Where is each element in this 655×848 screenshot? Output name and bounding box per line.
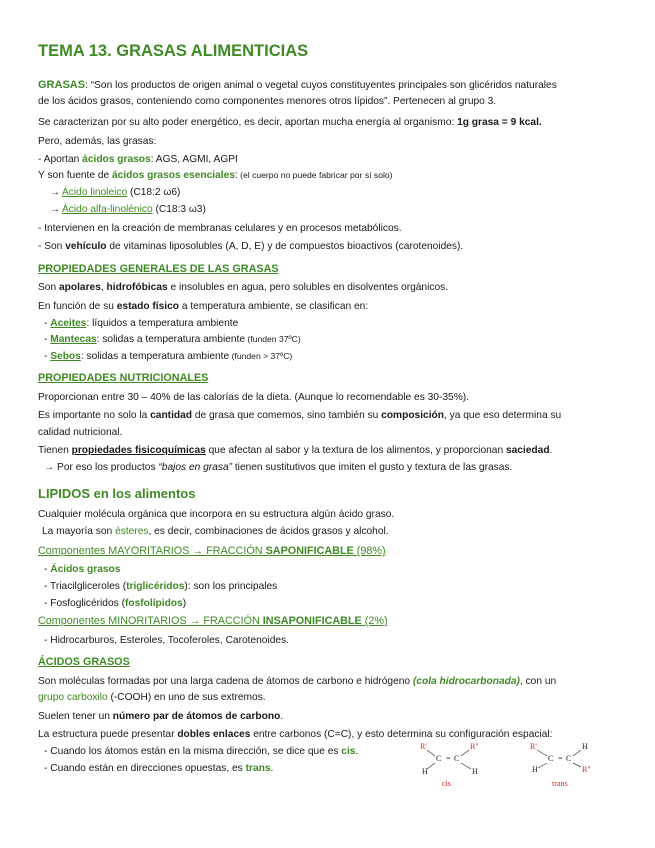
acidos-grasos-term: Ácidos grasos xyxy=(50,564,121,575)
lip-l2-pre: La mayoría son xyxy=(42,526,116,537)
ac-l4-bold: dobles enlaces xyxy=(177,729,251,740)
fuente-line xyxy=(38,169,393,182)
minoritarios-heading xyxy=(38,615,388,628)
grasas-term: GRASAS xyxy=(38,79,86,91)
item-post: ) xyxy=(182,598,187,609)
item-pre: - Fosfoglicéridos ( xyxy=(44,598,125,609)
bond xyxy=(538,763,547,768)
pn-l5-post: tienen sustitutivos que imiten el gusto y textura de las grasas. xyxy=(232,462,513,473)
trans-label: trans xyxy=(552,779,568,788)
acidos-def-line-2 xyxy=(38,691,266,704)
fosfolipidos-term: fosfolípidos xyxy=(124,598,183,609)
may-bold: SAPONIFICABLE xyxy=(265,545,354,557)
list-item xyxy=(44,563,120,576)
pn-l2-pre: Es importante no solo la xyxy=(38,410,151,421)
esteres-term: ésteres xyxy=(115,526,149,537)
cis-term: cis xyxy=(341,746,356,757)
estado-fisico-line xyxy=(38,300,368,313)
cis-post: . xyxy=(355,746,359,757)
definition-text: : “Son los productos de origen animal o vegetal cuyos constituyentes principales son glicéridos naturales xyxy=(85,80,557,91)
cis-r2: R'' xyxy=(470,742,479,751)
heading-propiedades-nutricionales: PROPIEDADES NUTRICIONALES xyxy=(38,372,209,384)
pg-l1-pre: Son xyxy=(38,282,59,293)
arrow-icon: → xyxy=(50,187,61,198)
acidos-def-line-1 xyxy=(38,675,556,688)
ac-l4-pre: La estructura puede presentar xyxy=(38,729,178,740)
definition-line-1 xyxy=(38,79,557,92)
definition-line-2: de los ácidos grasos, conteniendo como componentes menores otros lípidos”. Pertenecen al grupo 3. xyxy=(38,96,497,107)
pn-l5-ital: “bajos en grasa” xyxy=(158,462,233,473)
mantecas-term: Mantecas xyxy=(50,334,97,345)
pn-l2-mid: de grasa que comemos, sino también su xyxy=(192,410,382,421)
ac-l3-pre: Suelen tener un xyxy=(38,711,113,722)
fisicoquimicas-line xyxy=(38,444,552,457)
min-pct: (2%) xyxy=(361,615,388,627)
linoleico-code: (C18:2 ω6) xyxy=(127,187,181,198)
pn-l2-post: , ya que eso determina su xyxy=(444,410,562,421)
type-item-mantecas xyxy=(44,333,301,346)
trans-eq: = xyxy=(558,754,563,763)
may-pre: Componentes MAYORITARIOS → FRACCIÓN xyxy=(38,545,266,557)
minoritarios-item: - Hidrocarburos, Esteroles, Tocoferoles, Carotenoides. xyxy=(44,635,289,646)
pg-l2-bold: estado físico xyxy=(116,301,180,312)
aportan-post: : AGS, AGMI, AGPI xyxy=(150,154,238,165)
pg-l1-sep: , xyxy=(100,282,107,293)
item-pre: - Triacilgliceroles ( xyxy=(44,581,127,592)
bond xyxy=(573,763,581,767)
aceites-term: Aceites xyxy=(50,318,87,329)
pn-l2-b2: composición xyxy=(381,410,444,421)
pn-l4-mid: que afectan al sabor y la textura de los alimentos, y proporcionan xyxy=(205,445,506,456)
bond xyxy=(461,750,469,756)
trans-post: . xyxy=(270,763,274,774)
cis-c1: C xyxy=(436,754,442,763)
pg-l1-post: e insolubles en agua, pero solubles en disolventes orgánicos. xyxy=(167,282,449,293)
vehicle-line xyxy=(38,240,463,253)
min-pre: Componentes MINORITARIOS → FRACCIÓN xyxy=(38,615,263,627)
mantecas-desc: : solidas a temperatura ambiente xyxy=(96,334,246,345)
dash: - xyxy=(44,318,51,329)
item-pre: - xyxy=(44,564,51,575)
bond xyxy=(427,763,435,769)
cis-h2: H xyxy=(472,767,478,776)
trans-c1: C xyxy=(548,754,554,763)
ac-l4-post: entre carbonos (C=C), y esto determina su configuración espacial: xyxy=(250,729,553,740)
pg-l2-pre: En función de su xyxy=(38,301,117,312)
cis-c2: C xyxy=(454,754,460,763)
type-item-sebos xyxy=(44,350,292,363)
cis-r1: R' xyxy=(420,742,427,751)
type-item-aceites xyxy=(44,317,238,330)
cis-line xyxy=(44,745,358,758)
trigliceridos-term: triglicéridos xyxy=(126,581,185,592)
pg-l1-b1: apolares xyxy=(58,282,101,293)
cis-pre: - Cuando los átomos están en la misma dirección, se dice que es xyxy=(44,746,342,757)
ac-l1-post: , con un xyxy=(519,676,557,687)
cis-h1: H xyxy=(422,767,428,776)
min-bold: INSAPONIFICABLE xyxy=(262,615,362,627)
energy-text: Se caracterizan por su alto poder energético, es decir, aportan mucha energía al organismo: xyxy=(38,117,458,128)
cis-label: cis xyxy=(442,779,451,788)
bond xyxy=(427,750,435,756)
list-item xyxy=(44,597,186,610)
alfa-linolenico-link[interactable]: Ácido alfa-linolénico xyxy=(62,204,153,215)
cis-structure xyxy=(420,742,479,788)
energy-line xyxy=(38,116,542,129)
item-post: ): son los principales xyxy=(184,581,278,592)
trans-h2: H xyxy=(532,765,538,774)
bond xyxy=(537,750,547,756)
linoleico-link[interactable]: Ácido linoleico xyxy=(62,187,128,198)
bond xyxy=(573,750,581,756)
pn-l4-b2: saciedad xyxy=(505,445,550,456)
trans-line xyxy=(44,762,273,775)
mantecas-note: (funden 37ºC) xyxy=(245,334,301,344)
cis-eq: = xyxy=(446,754,451,763)
lipidos-def-line: Cualquier molécula orgánica que incorpora en su estructura algún ácido graso. xyxy=(38,509,395,520)
pn-l4-post: . xyxy=(549,445,553,456)
ac-l3-post: . xyxy=(280,711,284,722)
list-item xyxy=(44,580,277,593)
dash: - xyxy=(44,351,51,362)
cantidad-line xyxy=(38,409,561,422)
vehicle-pre: - Son xyxy=(38,241,66,252)
aportan-pre: - Aportan xyxy=(38,154,83,165)
trans-pre: - Cuando están en direcciones opuestas, es xyxy=(44,763,246,774)
bond xyxy=(461,763,471,769)
fuente-note: (el cuerpo no puede fabricar por sí solo) xyxy=(237,170,393,180)
essential-item xyxy=(50,203,206,216)
also-line: Pero, además, las grasas: xyxy=(38,136,157,147)
ac-l1-pre: Son moléculas formadas por una larga cadena de átomos de carbono e hidrógeno xyxy=(38,676,413,687)
pn-l2-b1: cantidad xyxy=(150,410,193,421)
may-pct: (98%) xyxy=(353,545,386,557)
pn-l4-bold: propiedades fisicoquímicas xyxy=(71,445,206,456)
heading-lipidos: LIPIDOS en los alimentos xyxy=(38,486,196,501)
alfa-linolenico-code: (C18:3 ω3) xyxy=(152,204,206,215)
trans-r2: R'' xyxy=(582,765,591,774)
aportan-line xyxy=(38,153,238,166)
numero-par-line xyxy=(38,710,283,723)
fuente-colon: : xyxy=(234,170,238,181)
membranes-line: - Intervienen en la creación de membranas celulares y en procesos metabólicos. xyxy=(38,223,402,234)
cola-hidrocarbonada: (cola hidrocarbonada) xyxy=(412,676,520,687)
vehicle-post: de vitaminas liposolubles (A, D, E) y de compuestos bioactivos (carotenoides). xyxy=(106,241,464,252)
cis-trans-diagram xyxy=(416,738,616,790)
pg-l2-post: a temperatura ambiente, se clasifican en: xyxy=(179,301,369,312)
lip-l2-post: , es decir, combinaciones de ácidos grasos y alcohol. xyxy=(148,526,389,537)
sebos-term: Sebos xyxy=(50,351,81,362)
mayoritarios-heading xyxy=(38,545,386,558)
dash: - xyxy=(44,334,51,345)
energy-value: 1g grasa = 9 kcal. xyxy=(457,117,542,128)
trans-term: trans xyxy=(245,763,271,774)
arrow-icon: → xyxy=(44,462,55,473)
heading-propiedades-generales: PROPIEDADES GENERALES DE LAS GRASAS xyxy=(38,263,279,275)
trans-c2: C xyxy=(566,754,572,763)
calidad-line: calidad nutricional. xyxy=(38,427,123,438)
trans-h1: H xyxy=(582,742,588,751)
grupo-carboxilo: grupo carboxilo xyxy=(38,692,108,703)
heading-acidos-grasos: ÁCIDOS GRASOS xyxy=(38,656,130,668)
fuente-term: ácidos grasos esenciales xyxy=(112,170,235,181)
arrow-icon: → xyxy=(50,204,61,215)
aportan-term: ácidos grasos xyxy=(82,154,151,165)
trans-r1: R' xyxy=(530,742,537,751)
bajos-en-grasa-line xyxy=(44,461,512,474)
pn-l4-pre: Tienen xyxy=(38,445,72,456)
vehicle-bold: vehículo xyxy=(65,241,107,252)
esteres-line xyxy=(42,525,389,538)
page-title: TEMA 13. GRASAS ALIMENTICIAS xyxy=(38,42,309,60)
pg-l1-b2: hidrofóbicas xyxy=(106,282,168,293)
sebos-desc: : solidas a temperatura ambiente xyxy=(80,351,230,362)
calorias-line: Proporcionan entre 30 – 40% de las calorías de la dieta. (Aunque lo recomendable es 30-35%). xyxy=(38,392,469,403)
ac-l2-post: (-COOH) en uno de sus extremos. xyxy=(107,692,266,703)
ac-l3-bold: número par de átomos de carbono xyxy=(112,711,281,722)
trans-structure xyxy=(530,742,591,788)
document-page xyxy=(38,0,620,848)
essential-item xyxy=(50,186,180,199)
sebos-note: (funden > 37ºC) xyxy=(229,351,293,361)
pn-l5-pre: Por eso los productos xyxy=(54,462,159,473)
fuente-pre: Y son fuente de xyxy=(38,170,113,181)
aceites-desc: : líquidos a temperatura ambiente xyxy=(86,318,239,329)
apolares-line xyxy=(38,281,448,294)
